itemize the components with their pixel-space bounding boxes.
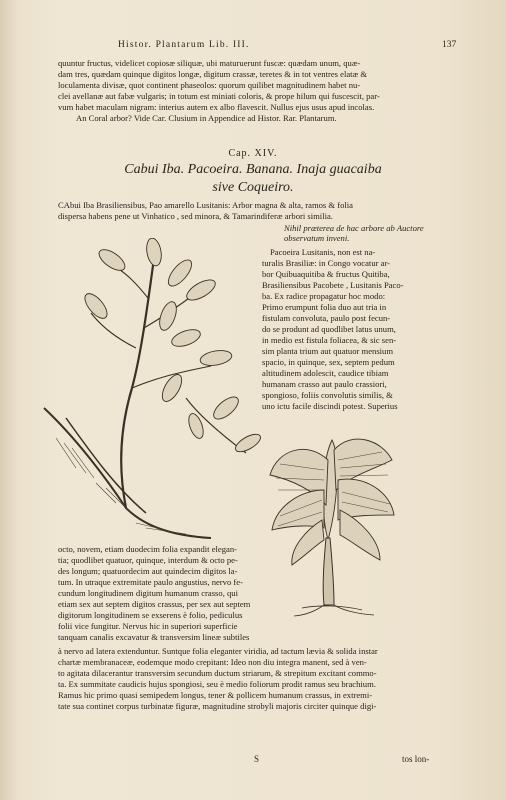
text-line: humanam crasso aut paulo crassiori,: [262, 379, 387, 389]
chapter-title: Cabui Iba. Pacoeira. Banana. Inaja guacaiba: [124, 162, 382, 177]
text-line: dispersa habens pene ut Vinhatico , sed minora, & Tamarindiferæ arbori similia.: [58, 211, 333, 221]
text-line: Brasiliensibus Pacobete , Lusitanis Paco-: [262, 280, 404, 290]
text-line: Ramus hic primo quasi semipedem longus, tener & pollicem humanum crassus, in extremi-: [58, 690, 373, 700]
text-line: tate sua continet corpus turbinatæ figuræ, magnitudine strobyli majoris circiter quinque digi-: [58, 701, 377, 711]
chapter-label: Cap. XIV.: [228, 148, 278, 159]
woodcut-banana-icon: [262, 420, 402, 620]
text-line: à nervo ad latera extenduntur. Suntque folia eleganter viridia, ad tactum lævia & solida instar: [58, 646, 378, 656]
text-line: do se produnt ad quodlibet latus unum,: [262, 324, 396, 334]
text-line: loculamenta divisæ, quot continent phaseolos: quorum quilibet magnitudinem habet nu-: [58, 80, 361, 90]
chapter-title-continued: sive Coqueiro.: [212, 180, 294, 195]
text-line: to agitata dilacerantur transversim secundum ductum striarum, & strepitum excitant commo-: [58, 668, 377, 678]
text-line: ta. Ex summitate caudicis hujus spongiosi, seu è medio foliorum prodit ramus seu brachium.: [58, 679, 376, 689]
text-line: digitorum longitudinem se exserens è folio, pediculus: [58, 610, 243, 620]
catchword: tos lon-: [402, 754, 430, 764]
text-line: dam tres, quædam quinque digitos longæ, digitum crassæ, teretes & in tot ventres elatæ &: [58, 69, 368, 79]
woodcut-branch-icon: [36, 238, 261, 548]
text-line: spongioso, foliis convolutis similis, &: [262, 390, 393, 400]
text-line: ba. Ex radice propagatur hoc modo:: [262, 291, 386, 301]
text-line: Primo erumpunt folia duo aut tria in: [262, 302, 387, 312]
text-line: octo, novem, etiam duodecim folia expandit elegan-: [58, 544, 237, 554]
page-number: 137: [442, 40, 457, 50]
text-line: cundum longitudinem digitum humanum crasso, qui: [58, 588, 238, 598]
text-line: An Coral arbor? Vide Car. Clusium in Appendice ad Histor. Rar. Plantarum.: [76, 113, 337, 123]
text-line: folii vice fungitur. Nervus hic in superiori superficie: [58, 621, 238, 631]
text-line: bor Quibuaquitiba & fructus Quitiba,: [262, 269, 390, 279]
text-line: fistulam convoluta, paulo post fecun-: [262, 313, 391, 323]
text-line: in medio est fistula foliacea, & sic sen-: [262, 335, 397, 345]
text-line: turalis Brasiliæ: in Congo vocatur ar-: [262, 258, 390, 268]
text-line: altitudinem adolescit, caudice tibiam: [262, 368, 389, 378]
editor-note: Nihil præterea de hac arbore ab Auctore: [284, 223, 424, 233]
text-line: Pacoeira Lusitanis, non est na-: [270, 247, 376, 257]
text-line: clei avellanæ aut fabæ vulgaris; in totum est miniati coloris, & prope hilum qui fuscescit, par-: [58, 91, 380, 101]
signature-mark: S: [254, 754, 260, 764]
running-title: Histor. Plantarum Lib. III.: [118, 40, 250, 50]
text-line: chartæ membranaceæ, eodemque modo crepitant: Ideo non diu integra manent, sed à ven-: [58, 657, 367, 667]
text-line: des longum; quatuordecim aut quindecim digitos la-: [58, 566, 238, 576]
text-line: CAbui Iba Brasiliensibus, Pao amarello Lusitanis: Arbor magna & alta, ramos & folia: [58, 200, 353, 210]
text-line: uno ictu facile discindi potest. Superius: [262, 401, 398, 411]
text-line: vum habet maculam nigram: interius autem ex albo flavescit. Nullus ejus usus apud incolas.: [58, 102, 375, 112]
editor-note-continued: observatum inveni.: [284, 233, 350, 243]
text-line: quuntur fructus, videlicet copiosæ siliquæ, ubi maturuerunt fuscæ: quædam unum, quæ-: [58, 58, 361, 68]
text-line: tum. In utraque extremitate paulo angustius, nervo fe-: [58, 577, 243, 587]
text-line: sim planta trium aut quatuor mensium: [262, 346, 394, 356]
text-line: tanquam canalis excavatur & transversim lineæ subtiles: [58, 632, 250, 642]
text-line: spacio, in quinque, sex, septem pedum: [262, 357, 395, 367]
text-line: etiam sex aut septem digitos crassus, per sex aut septem: [58, 599, 251, 609]
text-line: tia; quodlibet quatuor, quinque, interdum & octo pe-: [58, 555, 238, 565]
